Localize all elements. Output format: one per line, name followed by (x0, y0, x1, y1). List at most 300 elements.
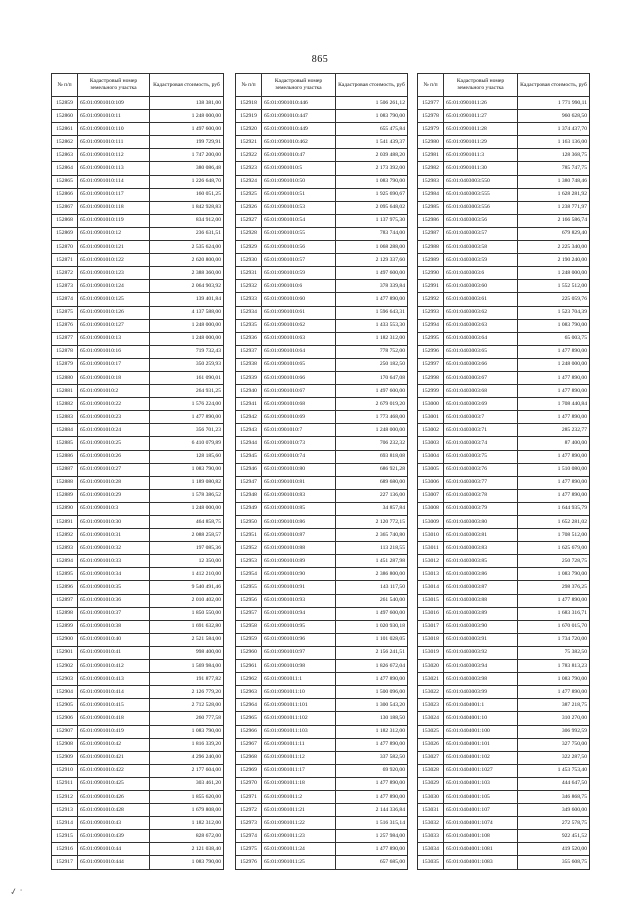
row-number: 152997 (418, 358, 444, 371)
row-number: 152874 (52, 293, 78, 306)
row-number: 152863 (52, 149, 78, 162)
cadastral-value: 1 189 080,82 (150, 476, 224, 489)
cadastral-number: 65:01:0901010:65 (262, 358, 336, 371)
cadastral-number: 65:01:0901010:63 (262, 332, 336, 345)
row-number: 152944 (236, 437, 262, 450)
cadastral-value: 272 578,75 (518, 817, 590, 830)
table-row (52, 293, 224, 306)
cadastral-value: 1 453 753,40 (518, 764, 590, 777)
cadastral-number: 65:01:0901010:81 (262, 476, 336, 489)
table-row (418, 738, 590, 751)
cadastral-value: 1 380 748,46 (518, 175, 590, 188)
table-row (418, 371, 590, 384)
table-row (418, 660, 590, 673)
cadastral-number: 65:01:0403003:555 (444, 188, 518, 201)
table-row (418, 725, 590, 738)
row-number: 152877 (52, 332, 78, 345)
table-row (236, 751, 408, 764)
cadastral-value: 1 596 643,31 (336, 306, 408, 319)
row-number: 152992 (418, 293, 444, 306)
cadastral-value: 1 083 790,00 (518, 319, 590, 332)
cadastral-value: 130 188,50 (336, 712, 408, 725)
cadastral-number: 65:01:0901010:66 (262, 371, 336, 384)
cadastral-value: 778 752,00 (336, 345, 408, 358)
cadastral-number: 65:01:0404001:1027 (444, 764, 518, 777)
row-number: 152960 (236, 646, 262, 659)
table-row (52, 476, 224, 489)
cadastral-number: 65:01:0901010:73 (262, 437, 336, 450)
cadastral-number: 65:01:0403003:78 (444, 489, 518, 502)
cadastral-value: 444 647,50 (518, 777, 590, 790)
cadastral-number: 65:01:0901010:38 (78, 620, 150, 633)
row-number: 152972 (236, 804, 262, 817)
cadastral-value: 2 177 604,00 (150, 764, 224, 777)
row-number: 152980 (418, 136, 444, 149)
row-number: 152865 (52, 175, 78, 188)
row-number: 152882 (52, 398, 78, 411)
row-number: 152956 (236, 594, 262, 607)
table-row (52, 450, 224, 463)
cadastral-value: 1 708 512,00 (518, 529, 590, 542)
cadastral-value: 327 750,00 (518, 738, 590, 751)
table-row (236, 188, 408, 201)
table-row (52, 319, 224, 332)
cadastral-number: 65:01:0403003:76 (444, 463, 518, 476)
table-row (418, 463, 590, 476)
cadastral-number: 65:01:0901010:17 (78, 358, 150, 371)
cadastral-value: 1 477 890,00 (518, 450, 590, 463)
table-row (418, 332, 590, 345)
cadastral-number: 65:01:0901011:1 (262, 673, 336, 686)
table-row (52, 764, 224, 777)
cadastral-value: 1 708 440,84 (518, 398, 590, 411)
row-number: 152913 (52, 804, 78, 817)
row-number: 152902 (52, 660, 78, 673)
table-row (236, 450, 408, 463)
row-number: 153008 (418, 502, 444, 515)
row-number: 153002 (418, 424, 444, 437)
cadastral-value: 34 857,84 (336, 502, 408, 515)
cadastral-value: 2 064 903,92 (150, 280, 224, 293)
cadastral-number: 65:01:0901011:23 (262, 830, 336, 843)
row-number: 152921 (236, 136, 262, 149)
cadastral-number: 65:01:0901010:26 (78, 450, 150, 463)
table-header-row (52, 74, 224, 97)
cadastral-number: 65:01:0901010:449 (262, 123, 336, 136)
cadastral-number: 65:01:0901010:113 (78, 162, 150, 175)
cadastral-number: 65:01:0404001:102 (444, 751, 518, 764)
cadastral-value: 9 540 491,46 (150, 581, 224, 594)
cadastral-value: 261 540,00 (336, 594, 408, 607)
row-number: 152939 (236, 371, 262, 384)
cadastral-number: 65:01:0901010:23 (78, 411, 150, 424)
cadastral-number: 65:01:0901010:412 (78, 660, 150, 673)
cadastral-number: 65:01:0901010:425 (78, 777, 150, 790)
row-number: 152905 (52, 699, 78, 712)
row-number: 152920 (236, 123, 262, 136)
row-number: 152998 (418, 371, 444, 384)
row-number: 152888 (52, 476, 78, 489)
table-row (52, 398, 224, 411)
row-number: 152970 (236, 777, 262, 790)
cadastral-number: 65:01:0901010:55 (262, 227, 336, 240)
row-number: 152996 (418, 345, 444, 358)
cadastral-number: 65:01:0403003:61 (444, 293, 518, 306)
cadastral-value: 1 506 261,12 (336, 97, 408, 110)
cadastral-value: 75 382,50 (518, 646, 590, 659)
cadastral-value: 285 232,77 (518, 424, 590, 437)
cadastral-number: 65:01:0901010:50 (262, 175, 336, 188)
table-row (236, 476, 408, 489)
table-row (236, 293, 408, 306)
row-number: 152971 (236, 790, 262, 803)
cadastral-number: 65:01:0901010:112 (78, 149, 150, 162)
cadastral-value: 2 679 019,20 (336, 398, 408, 411)
cadastral-number: 65:01:0901011:28 (444, 123, 518, 136)
cadastral-number: 65:01:0901010:36 (78, 594, 150, 607)
table-row (418, 673, 590, 686)
table-row (418, 555, 590, 568)
row-number: 152861 (52, 123, 78, 136)
cadastral-value: 1 850 550,00 (150, 607, 224, 620)
cadastral-number: 65:01:0403003:67 (444, 371, 518, 384)
table-row (418, 817, 590, 830)
cadastral-number: 65:01:0901010:53 (262, 201, 336, 214)
cadastral-number: 65:01:0403003:60 (444, 280, 518, 293)
table-row (418, 529, 590, 542)
row-number: 152883 (52, 411, 78, 424)
table-row (52, 529, 224, 542)
table-row (418, 542, 590, 555)
cadastral-number: 65:01:0403003:81 (444, 529, 518, 542)
row-number: 152989 (418, 254, 444, 267)
cadastral-value: 783 744,00 (336, 227, 408, 240)
row-number: 152923 (236, 162, 262, 175)
table-row (418, 398, 590, 411)
cadastral-number: 65:01:0901010:37 (78, 607, 150, 620)
table-row (52, 516, 224, 529)
table-row (418, 241, 590, 254)
cadastral-number: 65:01:0403003:66 (444, 358, 518, 371)
table-row (418, 175, 590, 188)
table-row (236, 804, 408, 817)
row-number: 152945 (236, 450, 262, 463)
row-number: 152870 (52, 241, 78, 254)
cadastral-number: 65:01:0901010:34 (78, 568, 150, 581)
cadastral-number: 65:01:0404001:107 (444, 804, 518, 817)
row-number: 152908 (52, 738, 78, 751)
row-number: 153033 (418, 830, 444, 843)
cadastral-number: 65:01:0901010:56 (262, 241, 336, 254)
row-number: 152879 (52, 358, 78, 371)
table-row (236, 555, 408, 568)
cadastral-number: 65:01:0404001:105 (444, 790, 518, 803)
cadastral-value: 1 541 439,37 (336, 136, 408, 149)
cadastral-value: 355 608,75 (518, 856, 590, 869)
row-number: 152987 (418, 227, 444, 240)
cadastral-value: 1 771 990,11 (518, 97, 590, 110)
cadastral-value: 1 477 890,00 (150, 411, 224, 424)
cadastral-number: 65:01:0403003:89 (444, 607, 518, 620)
row-number: 152933 (236, 293, 262, 306)
row-number: 153019 (418, 646, 444, 659)
cadastral-value: 1 747 200,00 (150, 149, 224, 162)
cadastral-value: 1 300 543,20 (336, 699, 408, 712)
row-number: 152994 (418, 319, 444, 332)
table-row (418, 385, 590, 398)
cadastral-number: 65:01:0901010:18 (78, 371, 150, 384)
row-number: 152947 (236, 476, 262, 489)
table-row (236, 411, 408, 424)
cadastral-number: 65:01:0901011:10 (262, 686, 336, 699)
row-number: 153028 (418, 764, 444, 777)
cadastral-number: 65:01:0901010:421 (78, 751, 150, 764)
cadastral-number: 65:01:0901010:54 (262, 214, 336, 227)
cadastral-value: 69 920,00 (336, 764, 408, 777)
table-row (236, 516, 408, 529)
cadastral-number: 65:01:0901010:35 (78, 581, 150, 594)
cadastral-value: 227 136,00 (336, 489, 408, 502)
cadastral-number: 65:01:0901010:90 (262, 568, 336, 581)
row-number: 152999 (418, 385, 444, 398)
cadastral-number: 65:01:0901011:18 (262, 777, 336, 790)
cadastral-number: 65:01:0403003:80 (444, 516, 518, 529)
cadastral-value: 1 182 312,00 (336, 332, 408, 345)
row-number: 153004 (418, 450, 444, 463)
row-number: 153016 (418, 607, 444, 620)
cadastral-number: 65:01:0901010:44 (78, 843, 150, 856)
cadastral-value: 1 163 136,00 (518, 136, 590, 149)
cadastral-number: 65:01:0901010:67 (262, 385, 336, 398)
cadastral-number: 65:01:0901010:89 (262, 555, 336, 568)
cadastral-number: 65:01:0901010:22 (78, 398, 150, 411)
cadastral-value: 2 386 800,00 (336, 568, 408, 581)
row-number: 152993 (418, 306, 444, 319)
row-number: 152942 (236, 411, 262, 424)
row-number: 153022 (418, 686, 444, 699)
row-number: 152910 (52, 764, 78, 777)
cadastral-number: 65:01:0901010:462 (262, 136, 336, 149)
cadastral-value: 657 685,00 (336, 856, 408, 869)
cadastral-number: 65:01:0901010:418 (78, 712, 150, 725)
row-number: 152893 (52, 542, 78, 555)
row-number: 152916 (52, 843, 78, 856)
row-number: 152901 (52, 646, 78, 659)
row-number: 152878 (52, 345, 78, 358)
cadastral-value: 1 083 790,00 (150, 463, 224, 476)
cadastral-value: 1 477 890,00 (518, 345, 590, 358)
cadastral-value: 1 020 930,18 (336, 620, 408, 633)
table-row (236, 385, 408, 398)
cadastral-value: 1 248 000,00 (150, 110, 224, 123)
cadastral-value: 1 497 600,00 (336, 607, 408, 620)
cadastral-value: 693 818,08 (336, 450, 408, 463)
cadastral-value: 356 701,23 (150, 424, 224, 437)
row-number: 152979 (418, 123, 444, 136)
row-number: 152914 (52, 817, 78, 830)
cadastral-number: 65:01:0901010:426 (78, 790, 150, 803)
cadastral-number: 65:01:0404001:1074 (444, 817, 518, 830)
cadastral-number: 65:01:0901010:43 (78, 817, 150, 830)
cadastral-number: 65:01:0901010:127 (78, 319, 150, 332)
table-row (52, 411, 224, 424)
cadastral-value: 1 248 000,00 (150, 502, 224, 515)
table-row (418, 502, 590, 515)
cadastral-number: 65:01:0901011:22 (262, 817, 336, 830)
row-number: 153000 (418, 398, 444, 411)
row-number: 152953 (236, 555, 262, 568)
cadastral-value: 113 218,55 (336, 542, 408, 555)
table-row (52, 607, 224, 620)
header-cadastral-value: Кадастровая стоимость, руб (518, 74, 590, 97)
row-number: 152928 (236, 227, 262, 240)
cadastral-value: 2 121 038,40 (150, 843, 224, 856)
row-number: 152966 (236, 725, 262, 738)
table-row (236, 358, 408, 371)
row-number: 153017 (418, 620, 444, 633)
row-number: 152957 (236, 607, 262, 620)
cadastral-value: 260 777,58 (150, 712, 224, 725)
table-row (418, 162, 590, 175)
table-row (52, 489, 224, 502)
cadastral-value: 1 477 890,00 (336, 790, 408, 803)
cadastral-value: 380 086,48 (150, 162, 224, 175)
table-row (236, 633, 408, 646)
table-row (52, 227, 224, 240)
cadastral-number: 65:01:0901010:29 (78, 489, 150, 502)
cadastral-value: 303 461,20 (150, 777, 224, 790)
cadastral-value: 2 120 772,15 (336, 516, 408, 529)
table-row (236, 568, 408, 581)
cadastral-number: 65:01:0403003:88 (444, 594, 518, 607)
cadastral-value: 2 144 336,84 (336, 804, 408, 817)
cadastral-value: 1 477 890,00 (518, 476, 590, 489)
cadastral-value: 1 569 984,00 (150, 660, 224, 673)
table-row (52, 751, 224, 764)
cadastral-number: 65:01:0901010:6 (262, 280, 336, 293)
table-row (52, 817, 224, 830)
table-row (52, 254, 224, 267)
cadastral-table-1 (51, 73, 224, 870)
table-row (52, 660, 224, 673)
row-number: 153020 (418, 660, 444, 673)
row-number: 152954 (236, 568, 262, 581)
cadastral-value: 1 477 890,00 (336, 673, 408, 686)
table-row (52, 149, 224, 162)
row-number: 152869 (52, 227, 78, 240)
row-number: 152995 (418, 332, 444, 345)
cadastral-number: 65:01:0404001:1083 (444, 856, 518, 869)
table-row (52, 594, 224, 607)
cadastral-number: 65:01:0403003:91 (444, 633, 518, 646)
table-row (52, 214, 224, 227)
row-number: 152981 (418, 149, 444, 162)
table-row (236, 830, 408, 843)
cadastral-number: 65:01:0901010:93 (262, 594, 336, 607)
cadastral-number: 65:01:0901010:444 (78, 856, 150, 869)
cadastral-value: 679 829,40 (518, 227, 590, 240)
cadastral-number: 65:01:0901010:415 (78, 699, 150, 712)
cadastral-value: 1 101 028,05 (336, 633, 408, 646)
cadastral-value: 1 083 790,00 (150, 725, 224, 738)
row-number: 152951 (236, 529, 262, 542)
table-row (236, 97, 408, 110)
table-row (52, 463, 224, 476)
cadastral-value: 1 248 000,00 (336, 424, 408, 437)
cadastral-number: 65:01:0901010:94 (262, 607, 336, 620)
cadastral-number: 65:01:0901011:2 (262, 790, 336, 803)
table-row (236, 712, 408, 725)
cadastral-number: 65:01:0901010:87 (262, 529, 336, 542)
cadastral-value: 161 090,01 (150, 371, 224, 384)
cadastral-number: 65:01:0403003:79 (444, 502, 518, 515)
cadastral-value: 1 248 000,00 (518, 358, 590, 371)
cadastral-value: 170 647,08 (336, 371, 408, 384)
cadastral-number: 65:01:0404001:103 (444, 777, 518, 790)
cadastral-value: 1 516 315,14 (336, 817, 408, 830)
cadastral-number: 65:01:0901010:83 (262, 489, 336, 502)
table-row (236, 424, 408, 437)
row-number: 152973 (236, 817, 262, 830)
table-row (52, 790, 224, 803)
cadastral-value: 706 232,32 (336, 437, 408, 450)
cadastral-value: 2 521 584,00 (150, 633, 224, 646)
row-number: 152862 (52, 136, 78, 149)
cadastral-value: 719 732,43 (150, 345, 224, 358)
table-row (418, 358, 590, 371)
table-row (236, 214, 408, 227)
table-row (52, 97, 224, 110)
table-row (418, 712, 590, 725)
table-row (236, 254, 408, 267)
cadastral-number: 65:01:0901010:447 (262, 110, 336, 123)
table-row (236, 437, 408, 450)
table-row (418, 699, 590, 712)
cadastral-value: 1 477 890,00 (518, 371, 590, 384)
row-number: 152965 (236, 712, 262, 725)
row-number: 153011 (418, 542, 444, 555)
row-number: 152964 (236, 699, 262, 712)
cadastral-value: 1 644 935,79 (518, 502, 590, 515)
cadastral-value: 2 190 240,00 (518, 254, 590, 267)
table-row (236, 502, 408, 515)
cadastral-number: 65:01:0901010:428 (78, 804, 150, 817)
cadastral-number: 65:01:0901010:62 (262, 319, 336, 332)
cadastral-value: 686 921,28 (336, 463, 408, 476)
cadastral-number: 65:01:0403003:85 (444, 555, 518, 568)
table-row (52, 673, 224, 686)
row-number: 152911 (52, 777, 78, 790)
cadastral-value: 1 182 312,00 (336, 725, 408, 738)
table-row (418, 830, 590, 843)
table-row (418, 411, 590, 424)
table-row (52, 201, 224, 214)
table-row (236, 345, 408, 358)
cadastral-value: 1 248 000,00 (150, 319, 224, 332)
row-number: 152909 (52, 751, 78, 764)
row-number: 152976 (236, 856, 262, 869)
cadastral-number: 65:01:0901010:51 (262, 188, 336, 201)
row-number: 152943 (236, 424, 262, 437)
table-row (52, 633, 224, 646)
row-number: 152985 (418, 201, 444, 214)
cadastral-number: 65:01:0901010:114 (78, 175, 150, 188)
cadastral-number: 65:01:0901010:86 (262, 516, 336, 529)
row-number: 152937 (236, 345, 262, 358)
cadastral-value: 1 652 281,02 (518, 516, 590, 529)
cadastral-number: 65:01:0901010:422 (78, 764, 150, 777)
row-number: 153007 (418, 489, 444, 502)
